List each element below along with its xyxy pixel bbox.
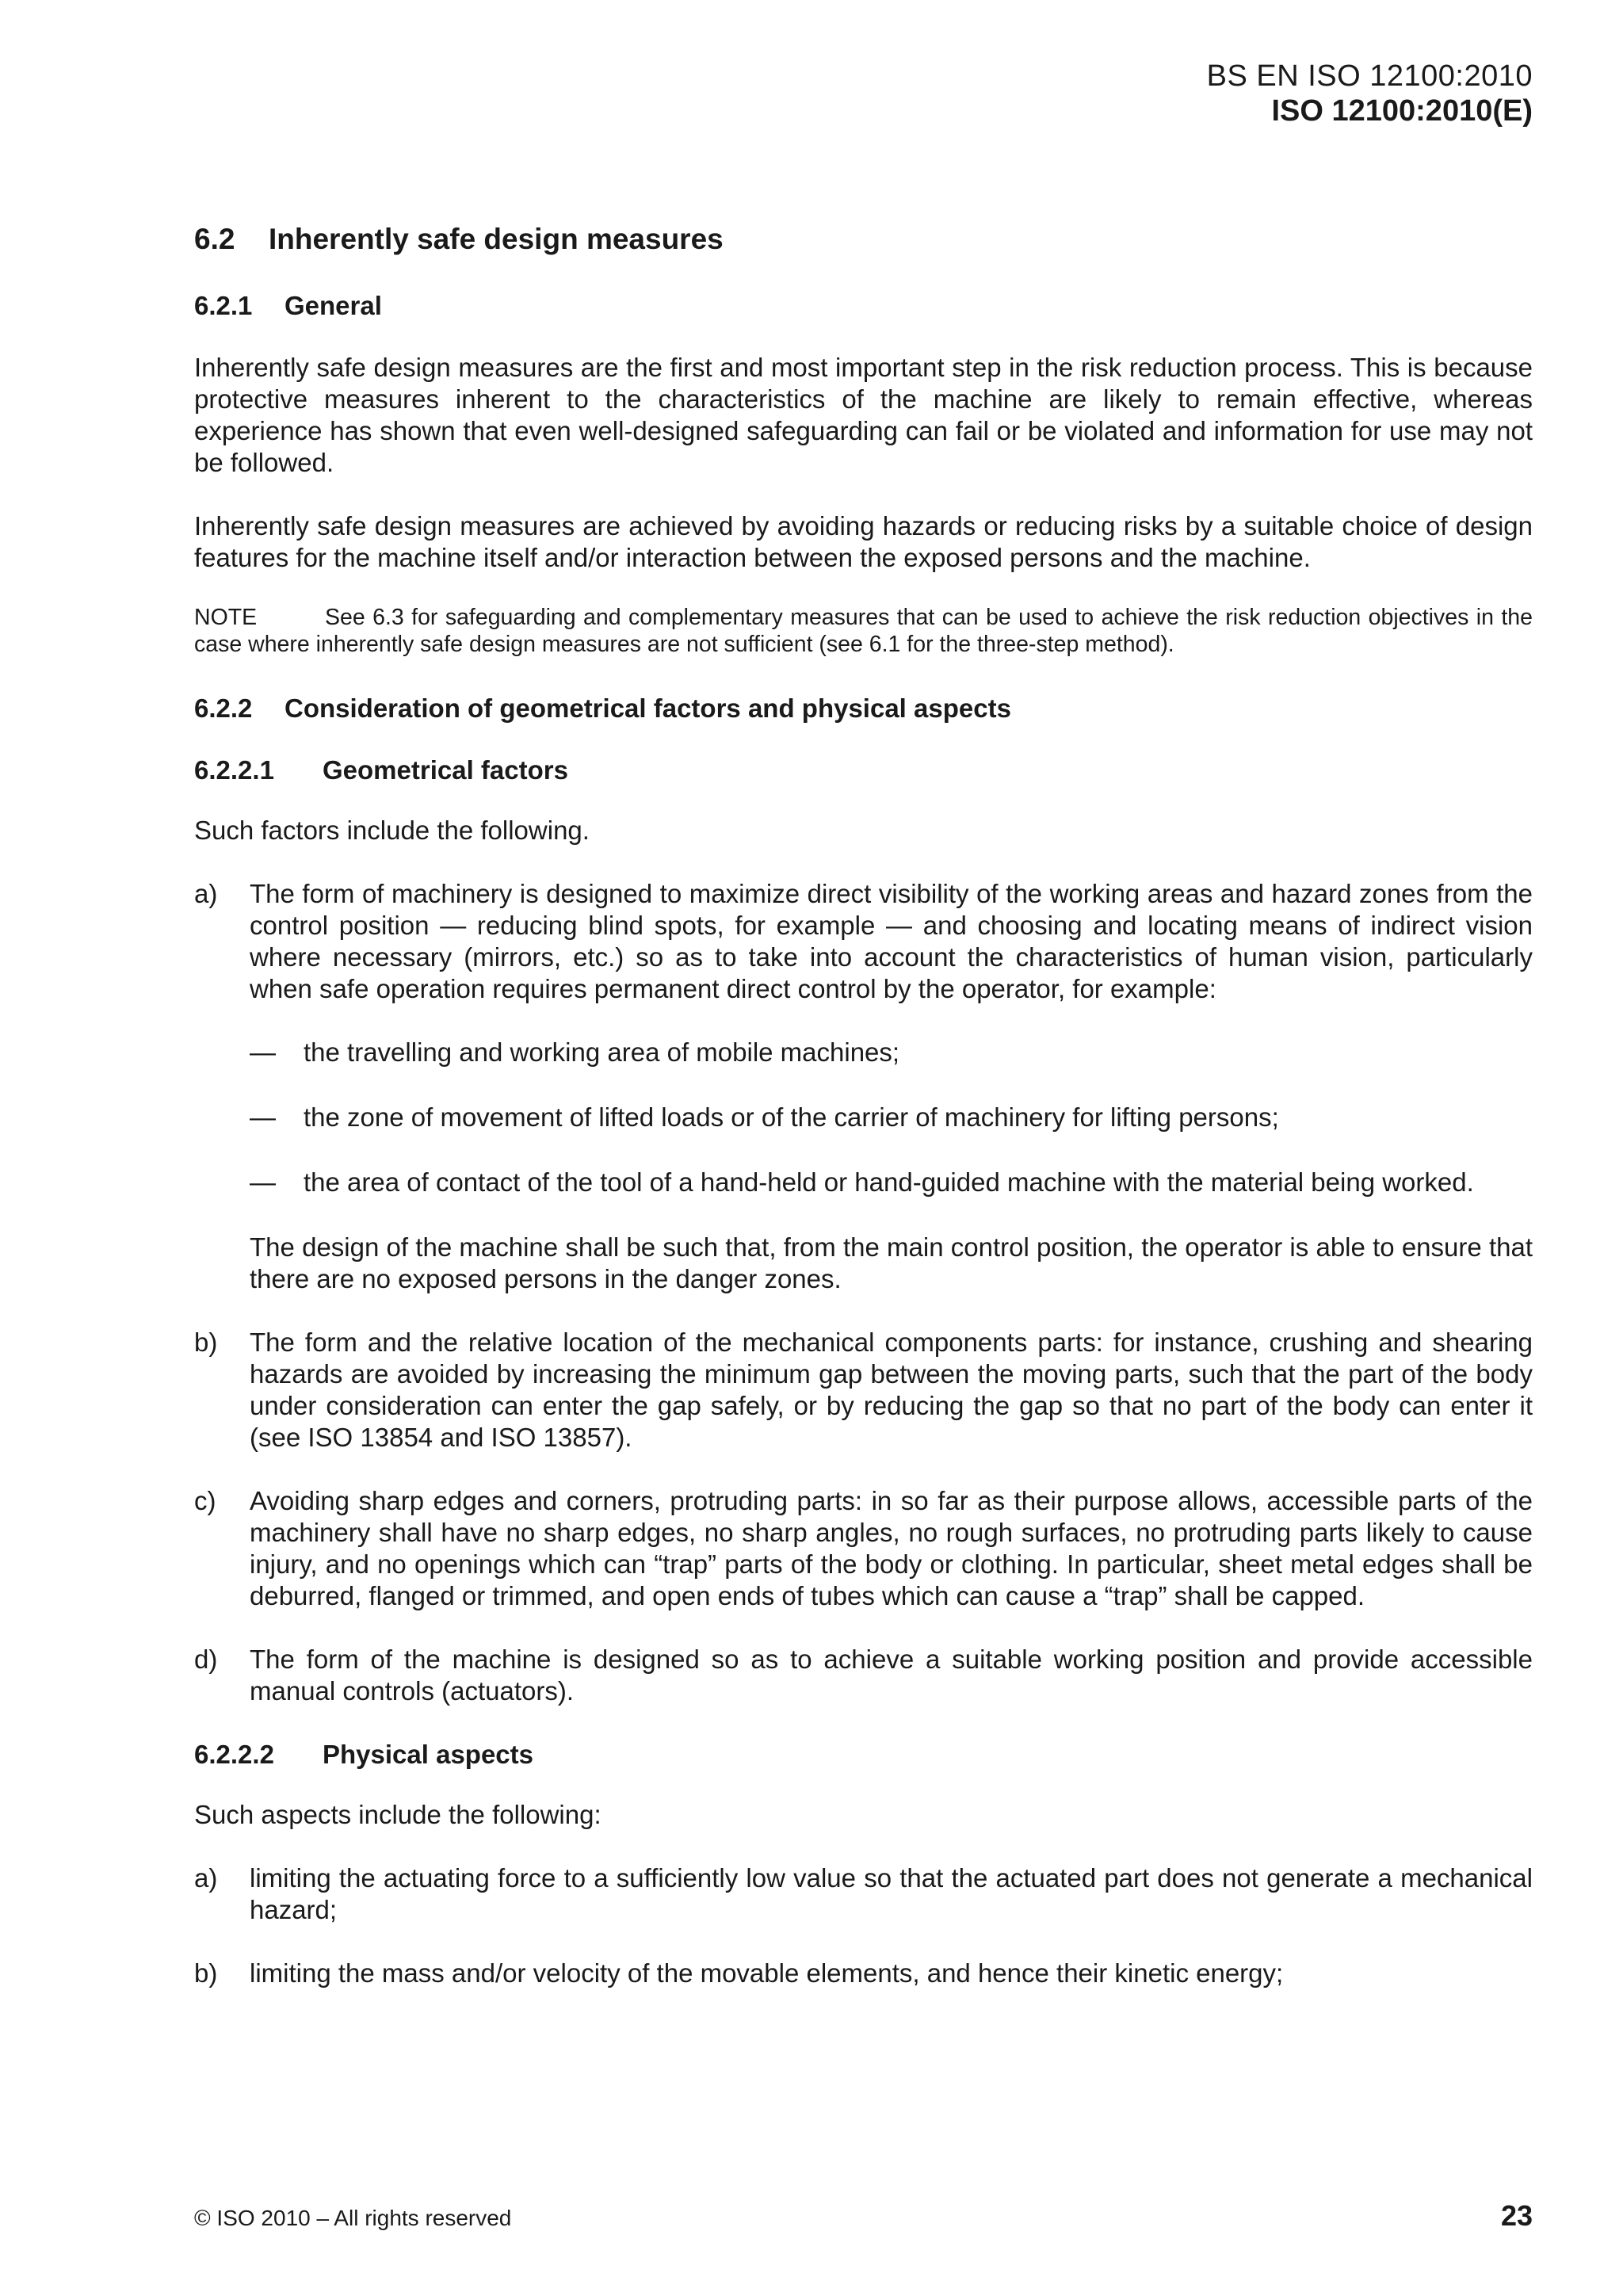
list-item-text: The form of machinery is designed to maximize direct visibility of the working areas and hazard zones from the control position — reducing blind spots, for example — and choosing and locating means of indirect vision where necessary (mirrors, etc.) so as to take into account the characteristics of human vision, particularly when safe operation requires permanent direct control by the operator, for example: xyxy=(250,879,1533,1003)
list-item xyxy=(194,1958,1533,1989)
dash-item xyxy=(250,1037,1533,1068)
heading-title: Physical aspects xyxy=(323,1740,533,1769)
paragraph-general-1: Inherently safe design measures are the first and most important step in the risk reduction process. This is because protective measures inherent to the characteristics of the machine are likely to remain effective, whereas experience has shown that even well-designed safeguarding can fail or be violated and information for use may not be followed. xyxy=(194,353,1533,477)
dash-marker: — xyxy=(250,1102,276,1132)
list-item-text: limiting the mass and/or velocity of the movable elements, and hence their kinetic energy; xyxy=(250,1958,1284,1988)
heading-title: General xyxy=(285,291,382,320)
list-marker: b) xyxy=(194,1958,218,1988)
heading-title: Consideration of geometrical factors and physical aspects xyxy=(285,693,1011,723)
list-item-text: The form of the machine is designed so as to achieve a suitable working position and provide accessible manual controls (actuators). xyxy=(250,1645,1533,1706)
list-item xyxy=(194,1862,1533,1926)
heading-title: Inherently safe design measures xyxy=(269,223,724,255)
list-item xyxy=(194,1327,1533,1454)
dash-marker: — xyxy=(250,1037,276,1067)
copyright-notice: © ISO 2010 – All rights reserved xyxy=(194,2206,512,2230)
list-marker: d) xyxy=(194,1645,218,1674)
standard-reference: BS EN ISO 12100:2010 xyxy=(1206,59,1533,93)
dash-item-text: the travelling and working area of mobile machines; xyxy=(304,1037,900,1067)
heading-6-2-2-2 xyxy=(194,1739,1533,1771)
heading-number: 6.2 xyxy=(194,223,235,255)
list-item xyxy=(194,1485,1533,1612)
list-marker: b) xyxy=(194,1328,218,1357)
dash-item-text: the zone of movement of lifted loads or of the carrier of machinery for lifting persons; xyxy=(304,1102,1279,1132)
paragraph-general-2: Inherently safe design measures are achieved by avoiding hazards or reducing risks by a suitable choice of design features for the machine itself and/or interaction between the exposed persons and the machine. xyxy=(194,511,1533,572)
heading-title: Geometrical factors xyxy=(323,755,568,785)
note xyxy=(194,604,1533,658)
list-marker: c) xyxy=(194,1486,216,1515)
standard-designation: ISO 12100:2010(E) xyxy=(1271,94,1533,128)
heading-6-2 xyxy=(194,222,1533,257)
list-item xyxy=(194,1644,1533,1707)
dash-list xyxy=(250,1037,1533,1198)
list-item-followup: The design of the machine shall be such that, from the main control position, the operator is able to ensure that there are no exposed persons in the danger zones. xyxy=(250,1232,1533,1293)
physical-intro: Such aspects include the following: xyxy=(194,1800,601,1829)
list-marker: a) xyxy=(194,1863,218,1893)
heading-6-2-1 xyxy=(194,290,1533,322)
heading-number: 6.2.2.1 xyxy=(194,755,274,785)
heading-6-2-2-1 xyxy=(194,755,1533,786)
list-item-text: The form and the relative location of the mechanical components parts: for instance, crushing and shearing hazards are avoided by increasing the minimum gap between the moving parts, such that the part of the body under consideration can enter the gap safely, or by reducing the gap so that no part of the body can enter it (see ISO 13854 and ISO 13857). xyxy=(250,1328,1533,1452)
dash-item xyxy=(250,1167,1533,1198)
dash-item xyxy=(250,1102,1533,1133)
main-content xyxy=(194,222,1533,2021)
geometrical-intro: Such factors include the following. xyxy=(194,816,590,845)
heading-number: 6.2.1 xyxy=(194,291,253,320)
list-item-text: limiting the actuating force to a sufficiently low value so that the actuated part does not generate a mechanical hazard; xyxy=(250,1863,1533,1924)
list-item xyxy=(194,878,1533,1295)
note-text: See 6.3 for safeguarding and complementary measures that can be used to achieve the risk reduction objectives in the case where inherently safe design measures are not sufficient (see 6.1 for the three-step method). xyxy=(194,605,1533,657)
dash-marker: — xyxy=(250,1167,276,1197)
heading-number: 6.2.2 xyxy=(194,693,253,723)
list-item-text: Avoiding sharp edges and corners, protruding parts: in so far as their purpose allows, accessible parts of the machinery shall have no sharp edges, no sharp angles, no rough surfaces, no protruding parts likely to cause injury, and no openings which can “trap” parts of the body or clothing. In particular, sheet metal edges shall be deburred, flanged or trimmed, and open ends of tubes which can cause a “trap” shall be capped. xyxy=(250,1486,1533,1610)
note-label: NOTE xyxy=(194,605,258,630)
heading-number: 6.2.2.2 xyxy=(194,1740,274,1769)
list-marker: a) xyxy=(194,879,218,908)
dash-item-text: the area of contact of the tool of a hand-held or hand-guided machine with the material being worked. xyxy=(304,1167,1474,1197)
page-number: 23 xyxy=(1500,2199,1533,2232)
heading-6-2-2 xyxy=(194,693,1533,724)
